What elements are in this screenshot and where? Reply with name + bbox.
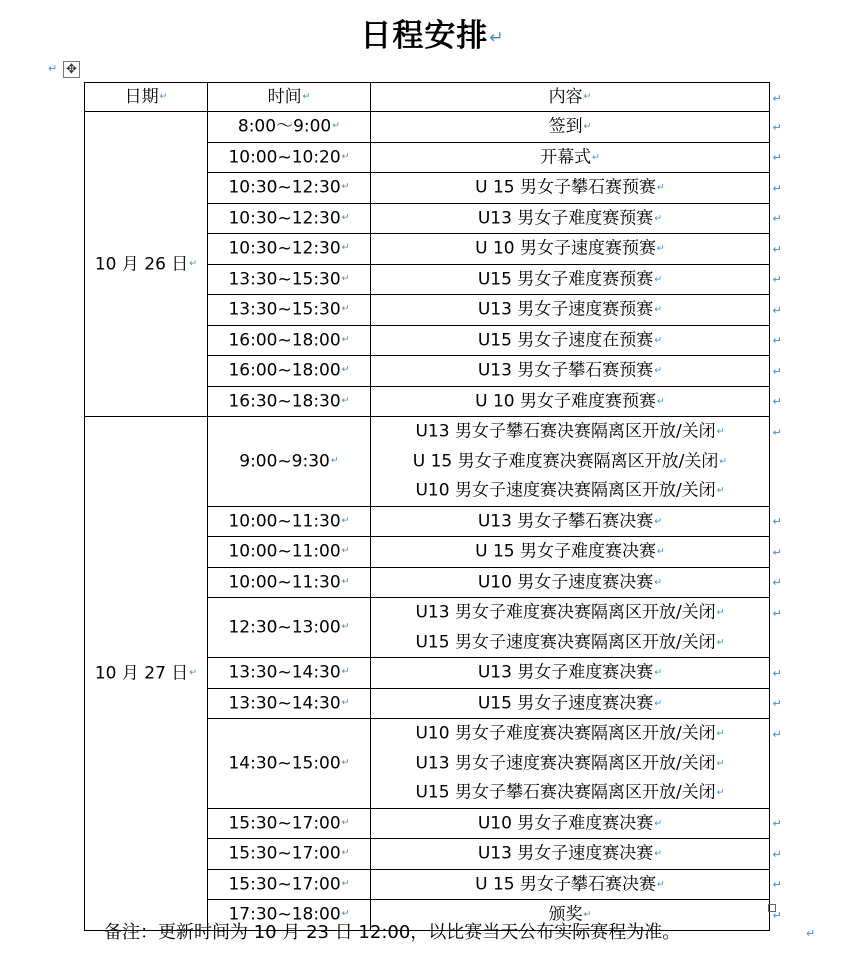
row-end-mark-icon: ↵ [772, 181, 782, 195]
time-cell: 10:30~12:30↵ [208, 173, 371, 204]
table-row [85, 112, 770, 143]
content-cell [371, 417, 770, 507]
content-line: U13 男女子难度赛决赛隔离区开放/关闭↵ [415, 602, 725, 623]
content-line: U13 男女子速度赛决赛隔离区开放/关闭↵ [415, 753, 725, 773]
content-cell [371, 506, 770, 537]
date-cell: 10 月 27 日↵ [85, 417, 208, 931]
time-cell: 13:30~15:30↵ [208, 264, 371, 295]
row-end-mark-icon: ↵ [772, 847, 782, 861]
row-end-mark-icon: ↵ [772, 727, 782, 741]
header-content: 内容↵ [371, 83, 770, 112]
content-line: U15 男女子速度在预赛↵ [477, 330, 663, 350]
content-cell [371, 173, 770, 204]
row-end-mark-icon: ↵ [772, 91, 782, 105]
row-end-mark-icon: ↵ [772, 666, 782, 680]
table-row [85, 417, 770, 507]
row-end-mark-icon: ↵ [772, 606, 782, 620]
content-cell [371, 295, 770, 326]
time-cell: 9:00~9:30↵ [208, 417, 371, 507]
content-line: U10 男女子难度赛决赛↵ [477, 813, 663, 833]
header-time: 时间↵ [208, 83, 371, 112]
table-move-handle-icon[interactable]: ✥ [63, 61, 80, 78]
content-line: 开幕式↵ [540, 147, 600, 167]
time-cell: 10:00~11:00↵ [208, 537, 371, 568]
content-line: U 10 男女子速度赛预赛↵ [475, 238, 665, 259]
row-end-mark-icon: ↵ [772, 212, 782, 225]
content-line: U 15 男女子攀石赛决赛↵ [475, 874, 665, 894]
paragraph-mark-icon: ↵ [806, 927, 816, 940]
time-cell: 14:30~15:00↵ [208, 719, 371, 809]
row-end-mark-icon: ↵ [772, 515, 782, 528]
content-cell [371, 719, 770, 809]
time-cell: 13:30~15:30↵ [208, 295, 371, 326]
paragraph-mark-icon: ↵ [489, 27, 505, 48]
content-line: U13 男女子攀石赛决赛↵ [477, 511, 663, 531]
content-cell [371, 264, 770, 295]
footnote-text: 备注：更新时间为 10 月 23 日 12:00，以比赛当天公布实际赛程为准。 [104, 922, 681, 943]
row-end-mark-icon: ↵ [772, 908, 782, 922]
time-cell: 16:30~18:30↵ [208, 386, 371, 417]
content-cell [371, 234, 770, 265]
content-line: U13 男女子速度赛决赛↵ [477, 843, 663, 864]
time-cell: 10:30~12:30↵ [208, 234, 371, 265]
content-line: U13 男女子攀石赛预赛↵ [477, 360, 663, 381]
row-end-mark-icon: ↵ [772, 364, 782, 378]
content-cell [371, 112, 770, 143]
content-line: U15 男女子难度赛预赛↵ [477, 269, 663, 289]
time-cell: 16:00~18:00↵ [208, 325, 371, 356]
content-line: U 15 男女子难度赛决赛↵ [475, 541, 665, 562]
row-end-mark-icon: ↵ [772, 697, 782, 710]
row-end-mark-icon: ↵ [772, 817, 782, 830]
table-header-row [85, 83, 770, 112]
content-cell [371, 386, 770, 417]
content-cell [371, 567, 770, 598]
row-end-mark-icon: ↵ [772, 303, 782, 317]
content-line: U10 男女子速度赛决赛↵ [477, 572, 663, 592]
content-cell [371, 869, 770, 900]
content-line: U 15 男女子难度赛决赛隔离区开放/关闭↵ [412, 451, 728, 471]
content-line: U15 男女子速度赛决赛↵ [477, 693, 663, 713]
schedule-body [85, 112, 770, 931]
time-cell: 17:30~18:00↵ [208, 900, 371, 931]
footnote [104, 918, 680, 948]
schedule-table [84, 82, 770, 931]
date-cell: 10 月 26 日↵ [85, 112, 208, 417]
content-cell [371, 658, 770, 689]
time-cell: 13:30~14:30↵ [208, 688, 371, 719]
content-cell [371, 537, 770, 568]
content-line: U13 男女子速度赛预赛↵ [477, 299, 663, 320]
row-end-mark-icon: ↵ [772, 576, 782, 589]
content-line: U15 男女子速度赛决赛隔离区开放/关闭↵ [415, 632, 725, 652]
table-resize-handle[interactable] [768, 904, 776, 912]
row-end-mark-icon: ↵ [772, 425, 782, 439]
content-line: U 10 男女子难度赛预赛↵ [475, 391, 665, 411]
row-end-mark-icon: ↵ [772, 545, 782, 559]
page-title-text: 日程安排 [360, 18, 489, 54]
row-end-mark-icon: ↵ [772, 878, 782, 891]
content-line: U13 男女子难度赛预赛↵ [477, 208, 663, 228]
content-cell [371, 203, 770, 234]
time-cell: 10:00~10:20↵ [208, 142, 371, 173]
time-cell: 12:30~13:00↵ [208, 598, 371, 658]
row-end-mark-icon: ↵ [772, 120, 782, 134]
time-cell: 15:30~17:00↵ [208, 808, 371, 839]
time-cell: 13:30~14:30↵ [208, 658, 371, 689]
time-cell: 16:00~18:00↵ [208, 356, 371, 387]
content-cell [371, 325, 770, 356]
content-cell [371, 142, 770, 173]
content-cell [371, 808, 770, 839]
content-line: U13 男女子攀石赛决赛隔离区开放/关闭↵ [415, 421, 725, 442]
content-cell [371, 598, 770, 658]
time-cell: 10:00~11:30↵ [208, 567, 371, 598]
content-cell [371, 839, 770, 870]
row-end-mark-icon: ↵ [772, 242, 782, 256]
row-end-mark-icon: ↵ [772, 334, 782, 347]
content-line: U 15 男女子攀石赛预赛↵ [475, 177, 665, 198]
paragraph-mark-icon: ↵ [48, 62, 58, 75]
time-cell: 8:00～9:00↵ [208, 112, 371, 143]
time-cell: 15:30~17:00↵ [208, 839, 371, 870]
time-cell: 15:30~17:00↵ [208, 869, 371, 900]
row-end-mark-icon: ↵ [772, 395, 782, 408]
content-line: U10 男女子难度赛决赛隔离区开放/关闭↵ [415, 723, 725, 744]
page-title [0, 14, 865, 60]
header-date: 日期↵ [85, 83, 208, 112]
time-cell: 10:00~11:30↵ [208, 506, 371, 537]
time-cell: 10:30~12:30↵ [208, 203, 371, 234]
content-line: U10 男女子速度赛决赛隔离区开放/关闭↵ [415, 480, 725, 501]
row-end-mark-icon: ↵ [772, 151, 782, 164]
content-cell [371, 688, 770, 719]
content-line: U15 男女子攀石赛决赛隔离区开放/关闭↵ [415, 782, 725, 803]
content-line: 签到↵ [548, 116, 592, 137]
content-cell [371, 356, 770, 387]
content-line: 颁奖↵ [548, 904, 592, 925]
row-end-mark-icon: ↵ [772, 273, 782, 286]
content-line: U13 男女子难度赛决赛↵ [477, 662, 663, 683]
